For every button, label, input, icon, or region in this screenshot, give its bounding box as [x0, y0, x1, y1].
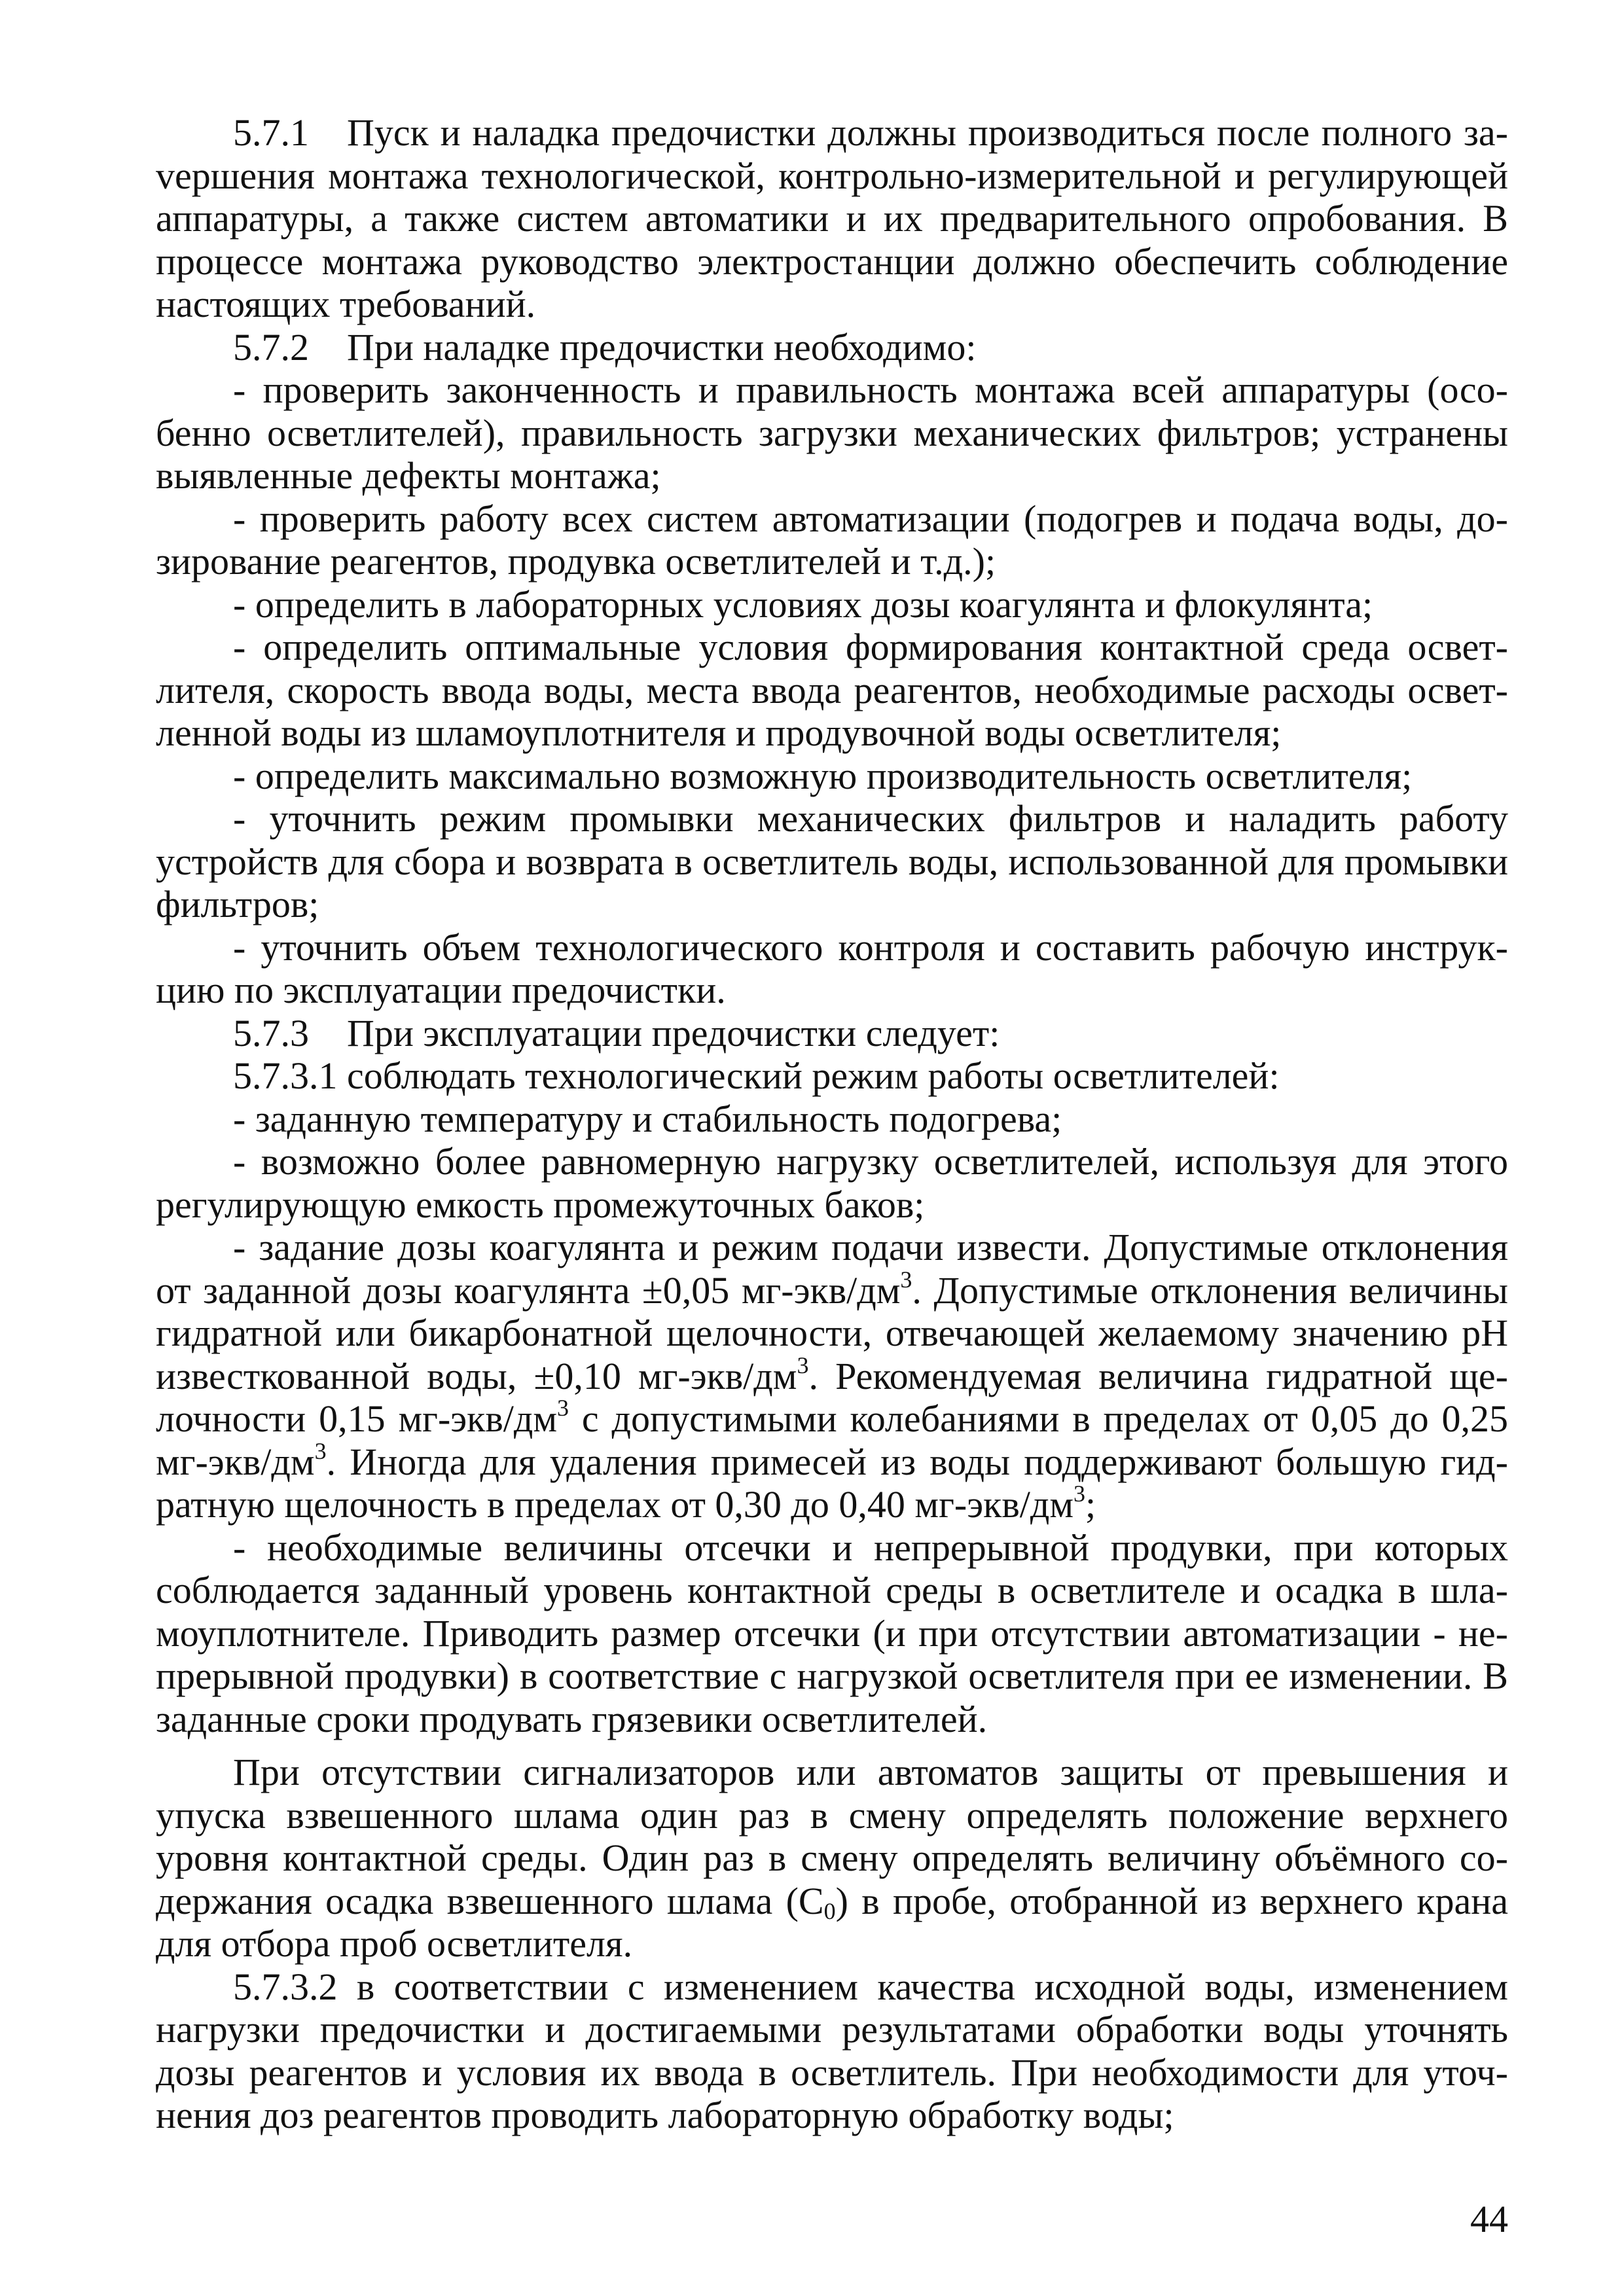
dose-text-c: . Рекомендуемая величина гидратной щелочности 0,15 мг-экв/дм: [156, 1354, 1508, 1440]
page-number: 44: [1470, 2198, 1508, 2240]
list-item-control-scope: - уточнить объем технологического контроля и составить рабочую инструкцию по эксплуатации предочистки.: [156, 925, 1508, 1011]
paragraph-5-7-3: 5.7.3 При эксплуатации предочистки следует:: [233, 1011, 1000, 1054]
list-item-temperature: - заданную температуру и стабильность подогрева;: [233, 1097, 1062, 1140]
sludge-text-b: ) в пробе, отобранной из верхнего крана для отбора проб осветлителя.: [156, 1879, 1508, 1965]
dose-text-f: ;: [1085, 1483, 1096, 1526]
list-item-check-installation: - проверить законченность и правильность монтажа всей аппаратуры (особенно осветлителей), правильность загрузки механических фильтров; устранены выявленные дефекты монтажа;: [156, 368, 1508, 497]
list-item-uniform-load: - возможно более равномерную нагрузку осветлителей, используя для этого регулирующую емкость промежуточных баков;: [156, 1140, 1508, 1226]
list-item-coagulant-dose: [156, 1226, 1508, 1526]
list-item-lab-doses: - определить в лабораторных условиях дозы коагулянта и флокулянта;: [233, 583, 1373, 626]
dose-text-d: с допустимыми колебаниями в пределах от 0,05 до 0,25 мг-экв/дм: [156, 1397, 1508, 1483]
document-body: [156, 111, 1508, 2137]
superscript-3: 3: [314, 1437, 327, 1464]
paragraph-5-7-1: 5.7.1 Пуск и наладка предочистки должны производиться после полного заvершения монтажа технологической, контрольно-измерительной и регулирующей аппаратуры, а также систем автоматики и их предварительного опробования. В процессе монтажа руководство электростанции должно обеспечить соблюдение настоящих требований.: [156, 111, 1508, 325]
paragraph-sludge-control: [156, 1751, 1508, 1965]
sludge-text-a: При отсутствии сигнализаторов или автоматов защиты от превышения и упуска взвешенного шлама один раз в смену определять положение верхнего уровня контактной среды. Один раз в смену определять величину объёмного содержания осадка взвешенного шлама (С: [156, 1751, 1508, 1922]
superscript-3: 3: [557, 1395, 569, 1421]
superscript-3: 3: [797, 1352, 809, 1378]
paragraph-5-7-3-2: 5.7.3.2 в соответствии с изменением качества исходной воды, изменением нагрузки предочистки и достигаемыми результатами обработки воды уточнять дозы реагентов и условия их ввода в осветлитель. При необходимости для уточнения доз реагентов проводить лабораторную обработку воды;: [156, 1965, 1508, 2136]
superscript-3: 3: [1074, 1480, 1086, 1507]
superscript-3: 3: [900, 1266, 912, 1293]
list-item-max-capacity: - определить максимально возможную производительность осветлителя;: [233, 754, 1413, 797]
list-item-blowdown: - необходимые величины отсечки и непрерывной продувки, при которых соблюдается заданный уровень контактной среды в осветлителе и осадка в шламоуплотнителе. Приводить размер отсечки (и при отсутствии автоматизации - непрерывной продувки) в соответствие с нагрузкой осветлителя при ее изменении. В заданные сроки продувать грязевики осветлителей.: [156, 1526, 1508, 1740]
dose-text-a: - задание дозы коагулянта и режим подачи извести. Допустимые отклонения от заданной дозы коагулянта ±0,05 мг-экв/дм: [156, 1226, 1508, 1312]
paragraph-5-7-3-1: 5.7.3.1 соблюдать технологический режим работы осветлителей:: [233, 1054, 1280, 1097]
subscript-0: 0: [823, 1897, 836, 1924]
paragraph-5-7-2: 5.7.2 При наладке предочистки необходимо:: [233, 325, 977, 368]
list-item-optimal-conditions: - определить оптимальные условия формирования контактной среда осветлителя, скорость ввода воды, места ввода реагентов, необходимые расходы осветленной воды из шламоуплотнителя и продувочной воды осветлителя;: [156, 626, 1508, 754]
list-item-filter-washing: - уточнить режим промывки механических фильтров и наладить работу устройств для сбора и возврата в осветлитель воды, использованной для промывки фильтров;: [156, 797, 1508, 925]
dose-text-b: . Допустимые отклонения величины гидратной или бикарбонатной щелочности, отвечающей желаемому значению pH известкованной воды, ±0,10 мг-экв/дм: [156, 1268, 1508, 1397]
list-item-check-automation: - проверить работу всех систем автоматизации (подогрев и подача воды, дозирование реагентов, продувка осветлителей и т.д.);: [156, 497, 1508, 583]
dose-text-e: . Иногда для удаления примесей из воды поддерживают большую гидратную щелочность в пределах от 0,30 до 0,40 мг-экв/дм: [156, 1440, 1508, 1526]
